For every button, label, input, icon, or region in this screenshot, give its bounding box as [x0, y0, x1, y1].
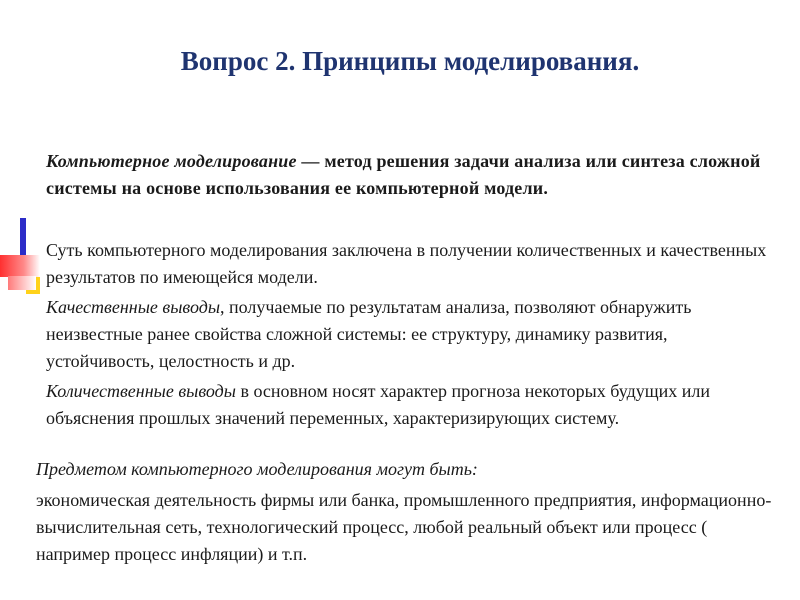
definition-paragraph	[46, 148, 776, 202]
essence-paragraph	[46, 237, 776, 291]
qualitative-text: , получаемые по результатам анализа, позволяют обнаружить неизвестные ранее свойства сложной системы: ее структуру, динамику развития, устойчивость, целостность и др.	[46, 297, 692, 371]
subjects-heading-block	[36, 456, 776, 483]
quantitative-paragraph	[46, 378, 776, 432]
essence-text: Суть компьютерного моделирования заключена в получении количественных и качественных результатов по имеющейся модели.	[46, 240, 767, 287]
quantitative-text: в основном носят характер прогноза некоторых будущих или объяснения прошлых значений переменных, характеризирующих систему.	[46, 381, 710, 428]
qualitative-paragraph	[46, 294, 776, 375]
decor-blue-bar	[20, 218, 26, 256]
subjects-heading: Предметом компьютерного моделирования могут быть:	[36, 459, 478, 479]
qualitative-term: Качественные выводы	[46, 297, 221, 317]
subjects-text: экономическая деятельность фирмы или банка, промышленного предприятия, информационно-вычислительная сеть, технологический процесс, любой реальный объект или процесс ( например процесс инфляции) и т.п.	[36, 490, 772, 564]
decor-red-fade	[8, 276, 36, 290]
slide-title: Вопрос 2. Принципы моделирования.	[180, 46, 640, 76]
quantitative-term: Количественные выводы	[46, 381, 236, 401]
definition-text: — метод решения задачи анализа или синтеза сложной системы на основе использования ее компьютерной модели.	[46, 151, 761, 198]
definition-term: Компьютерное моделирование	[46, 151, 297, 171]
subjects-text-block	[36, 487, 776, 568]
decor-red-square	[0, 255, 40, 277]
